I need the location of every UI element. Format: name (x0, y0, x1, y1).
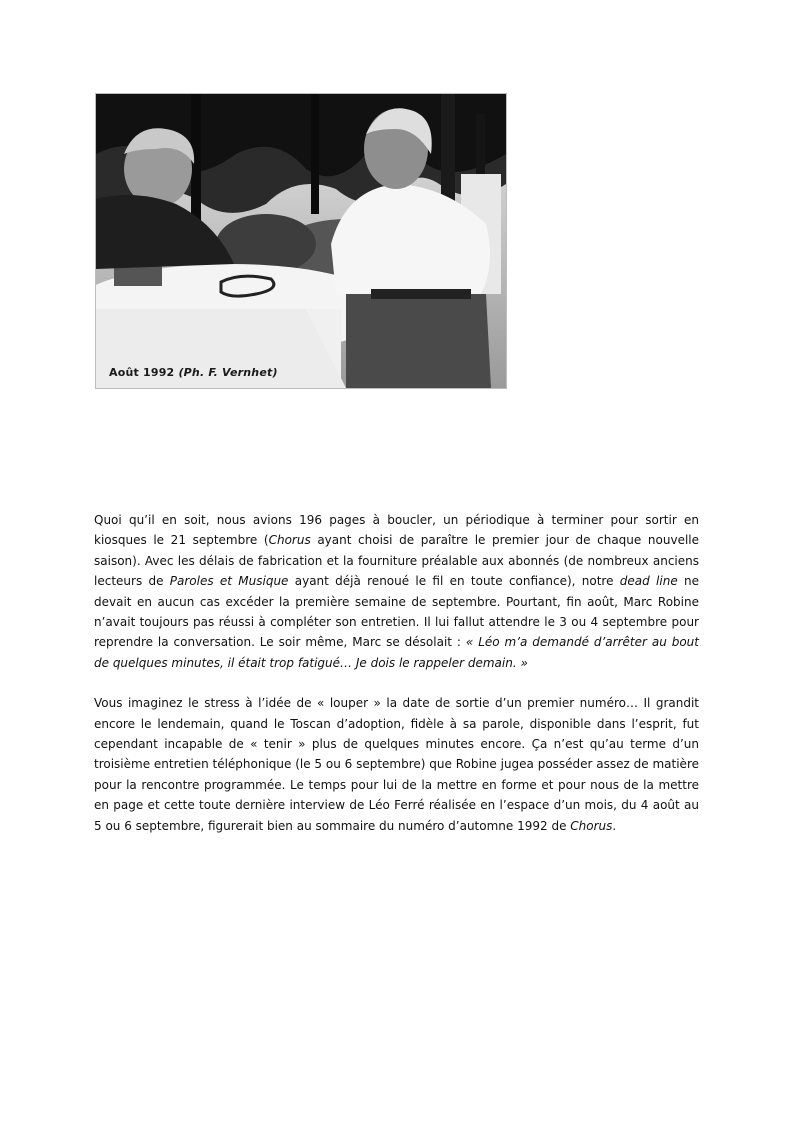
paragraph-1 (94, 510, 699, 673)
text-run: ne devait en aucun cas excéder la première semaine de septembre. Pourtant, fin août, Marc Robine n’avait toujours pas réussi à compléter son entretien. Il lui fallut attendre le 3 ou 4 septembre pour reprendre la conversation. Le soir même, Marc se désolait : (94, 574, 699, 650)
text-run: . (612, 818, 617, 833)
italic-text: Paroles et Musique (169, 574, 289, 589)
paragraph-2 (94, 693, 699, 836)
photograph (95, 93, 507, 389)
text-run: Quoi qu’il en soit, nous avions 196 pages à boucler, un périodique à terminer pour sortir en kiosques le 21 septembre ( (94, 513, 699, 548)
italic-text: Chorus (268, 533, 311, 548)
italic-text: dead line (619, 574, 678, 589)
caption-date: Août 1992 (109, 366, 175, 379)
text-run: ayant déjà renoué le fil en toute confiance), notre (288, 574, 620, 589)
italic-text: « Léo m’a demandé d’arrêter au bout de quelques minutes, il était trop fatigué… Je dois le rappeler demain. » (94, 635, 699, 670)
italic-text: Chorus (570, 818, 613, 833)
text-run: ayant choisi de paraître le premier jour de chaque nouvelle saison). Avec les délais de fabrication et la fourniture préalable aux abonnés (de nombreux anciens lecteurs de (94, 533, 699, 589)
text-run: Vous imaginez le stress à l’idée de « louper » la date de sortie d’un premier numéro… Il grandit encore le lendemain, quand le Toscan d’adoption, fidèle à sa parole, disponible dans l’esprit, fut cependant incapable de « tenir » plus de quelques minutes encore. Ça n’est qu’au terme d’un troisième entretien téléphonique (le 5 ou 6 septembre) que Robine jugea posséder assez de matière pour la rencontre programmée. Le temps pour lui de la mettre en forme et pour nous de la mettre en page et cette toute dernière interview de Léo Ferré réalisée en l’espace d’un mois, du 4 août au 5 ou 6 septembre, figurerait bien au sommaire du numéro d’automne 1992 de (94, 696, 699, 833)
photo-caption (109, 366, 278, 379)
article-body (94, 510, 699, 856)
photo-scene (96, 94, 506, 388)
caption-credit: (Ph. F. Vernhet) (178, 366, 278, 379)
